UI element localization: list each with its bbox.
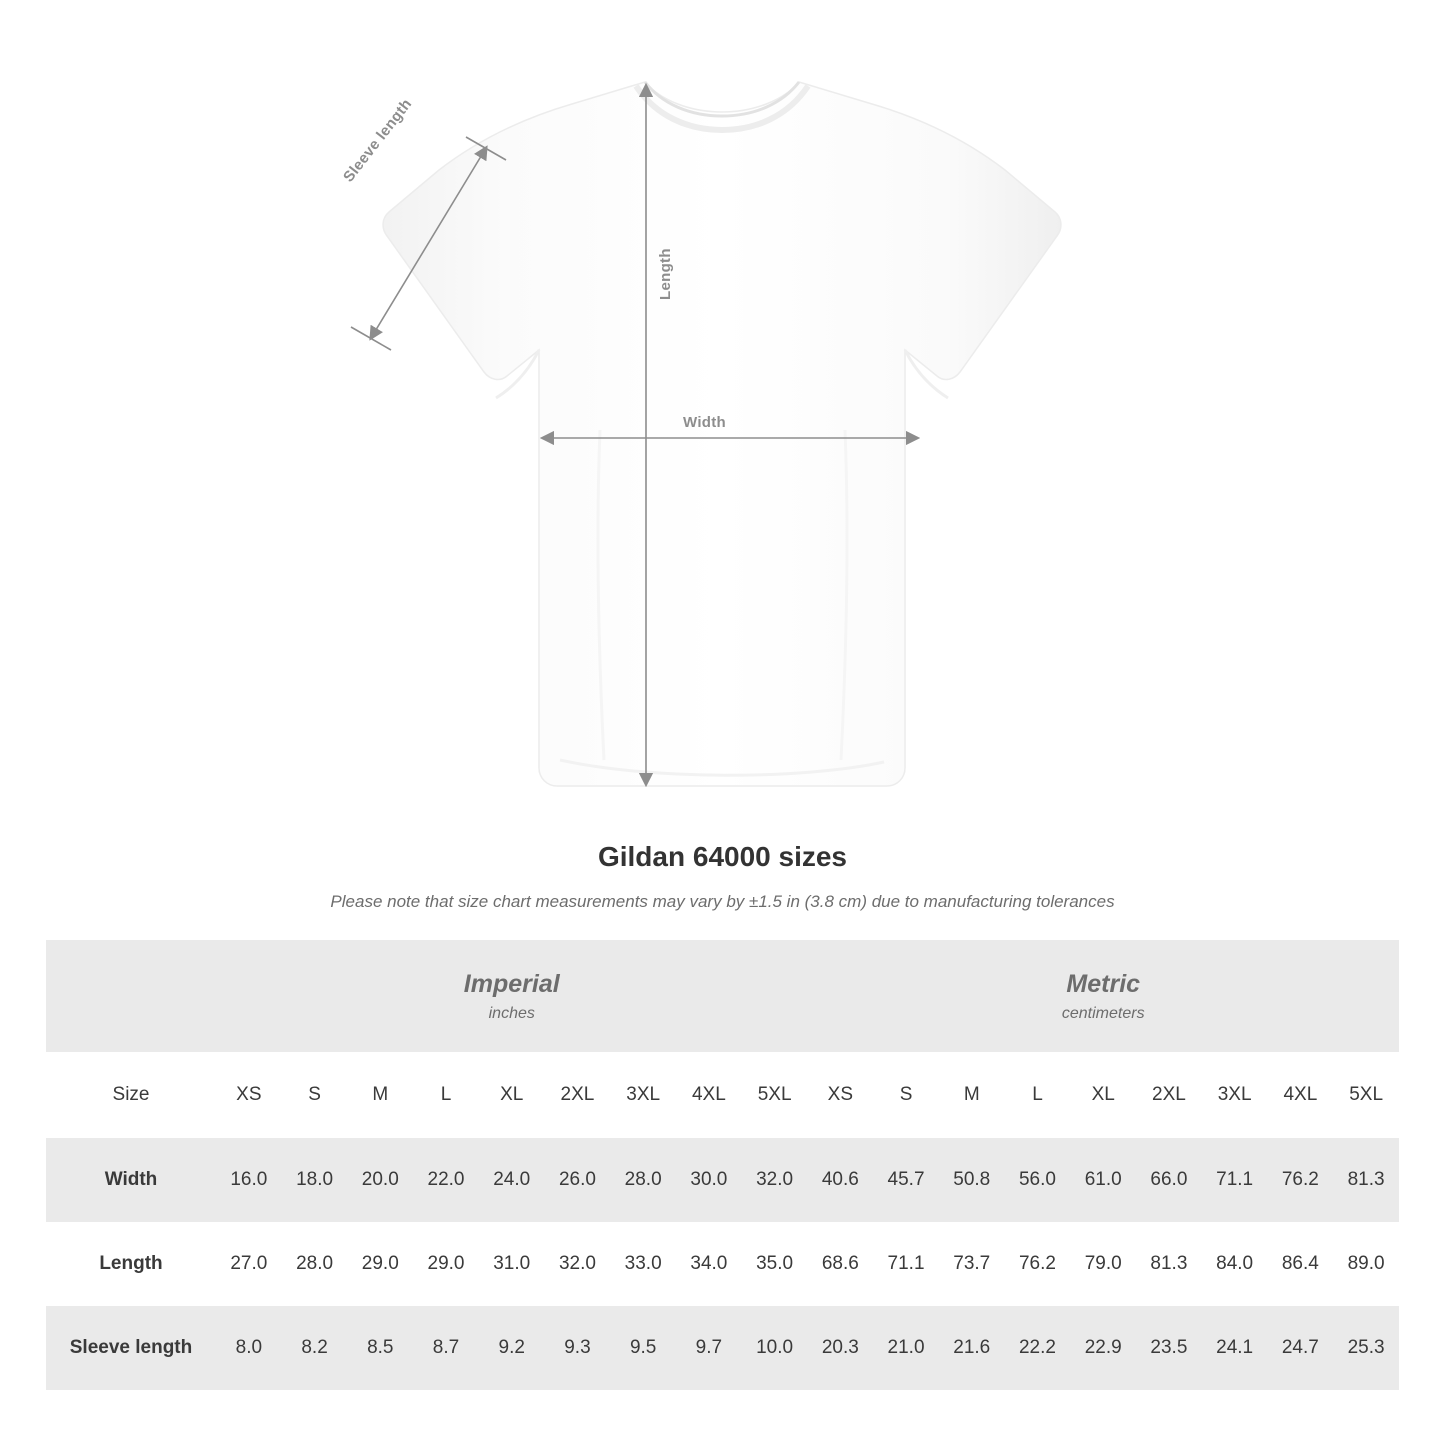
table-row — [46, 1222, 1399, 1306]
cell: 79.0 — [1070, 1222, 1136, 1306]
col-header: 5XL — [1333, 1052, 1399, 1138]
cell: 25.3 — [1333, 1306, 1399, 1390]
cell: 20.3 — [807, 1306, 873, 1390]
cell: 86.4 — [1268, 1222, 1334, 1306]
cell: 84.0 — [1202, 1222, 1268, 1306]
size-table — [46, 940, 1399, 1390]
width-label: Width — [683, 414, 727, 431]
cell: 68.6 — [807, 1222, 873, 1306]
col-header: M — [347, 1052, 413, 1138]
cell: 10.0 — [742, 1306, 808, 1390]
col-header: 2XL — [1136, 1052, 1202, 1138]
cell: 16.0 — [216, 1138, 282, 1222]
cell: 66.0 — [1136, 1138, 1202, 1222]
cell: 32.0 — [545, 1222, 611, 1306]
col-header: S — [873, 1052, 939, 1138]
length-label: Length — [657, 248, 674, 300]
col-header: 5XL — [742, 1052, 808, 1138]
cell: 56.0 — [1005, 1138, 1071, 1222]
cell: 23.5 — [1136, 1306, 1202, 1390]
col-header: XS — [216, 1052, 282, 1138]
cell: 22.0 — [413, 1138, 479, 1222]
col-header: 3XL — [610, 1052, 676, 1138]
col-header: S — [282, 1052, 348, 1138]
tolerance-note: Please note that size chart measurements may vary by ±1.5 in (3.8 cm) due to manufacturing tolerances — [330, 891, 1115, 911]
row-label-sleeve-length: Sleeve length — [46, 1306, 216, 1390]
col-header: L — [413, 1052, 479, 1138]
col-header: XL — [1070, 1052, 1136, 1138]
cell: 61.0 — [1070, 1138, 1136, 1222]
cell: 73.7 — [939, 1222, 1005, 1306]
col-header: 3XL — [1202, 1052, 1268, 1138]
cell: 27.0 — [216, 1222, 282, 1306]
title-block — [0, 840, 1445, 912]
cell: 24.7 — [1268, 1306, 1334, 1390]
unit-sub-imperial: inches — [488, 1004, 535, 1022]
cell: 76.2 — [1268, 1138, 1334, 1222]
unit-sub-metric: centimeters — [1061, 1004, 1145, 1022]
cell: 50.8 — [939, 1138, 1005, 1222]
table-row — [46, 1306, 1399, 1390]
cell: 24.1 — [1202, 1306, 1268, 1390]
unit-header-metric — [807, 940, 1399, 1052]
cell: 21.6 — [939, 1306, 1005, 1390]
column-header-row — [46, 1052, 1399, 1138]
cell: 45.7 — [873, 1138, 939, 1222]
cell: 24.0 — [479, 1138, 545, 1222]
sleeve-length-label: Sleeve length — [340, 95, 416, 186]
cell: 28.0 — [610, 1138, 676, 1222]
cell: 8.0 — [216, 1306, 282, 1390]
cell: 8.7 — [413, 1306, 479, 1390]
col-header: XL — [479, 1052, 545, 1138]
cell: 81.3 — [1136, 1222, 1202, 1306]
page-title: Gildan 64000 sizes — [597, 841, 848, 872]
col-header: XS — [807, 1052, 873, 1138]
cell: 32.0 — [742, 1138, 808, 1222]
unit-header-blank — [46, 940, 216, 1052]
unit-header-row — [46, 940, 1399, 1052]
col-header: M — [939, 1052, 1005, 1138]
table-row — [46, 1138, 1399, 1222]
cell: 9.2 — [479, 1306, 545, 1390]
cell: 34.0 — [676, 1222, 742, 1306]
cell: 29.0 — [347, 1222, 413, 1306]
col-header: 4XL — [1268, 1052, 1334, 1138]
cell: 71.1 — [873, 1222, 939, 1306]
cell: 33.0 — [610, 1222, 676, 1306]
cell: 20.0 — [347, 1138, 413, 1222]
size-table-wrap — [0, 940, 1445, 1390]
cell: 9.7 — [676, 1306, 742, 1390]
unit-name-metric: Metric — [1066, 969, 1141, 998]
row-label-length: Length — [46, 1222, 216, 1306]
cell: 31.0 — [479, 1222, 545, 1306]
cell: 35.0 — [742, 1222, 808, 1306]
cell: 9.3 — [545, 1306, 611, 1390]
cell: 22.2 — [1005, 1306, 1071, 1390]
cell: 81.3 — [1333, 1138, 1399, 1222]
cell: 9.5 — [610, 1306, 676, 1390]
unit-name-imperial: Imperial — [463, 969, 560, 998]
cell: 30.0 — [676, 1138, 742, 1222]
col-header: 4XL — [676, 1052, 742, 1138]
cell: 21.0 — [873, 1306, 939, 1390]
cell: 76.2 — [1005, 1222, 1071, 1306]
row-label-width: Width — [46, 1138, 216, 1222]
cell: 22.9 — [1070, 1306, 1136, 1390]
cell: 71.1 — [1202, 1138, 1268, 1222]
cell: 29.0 — [413, 1222, 479, 1306]
cell: 28.0 — [282, 1222, 348, 1306]
cell: 40.6 — [807, 1138, 873, 1222]
cell: 26.0 — [545, 1138, 611, 1222]
row-header-size: Size — [46, 1052, 216, 1138]
col-header: L — [1005, 1052, 1071, 1138]
cell: 89.0 — [1333, 1222, 1399, 1306]
cell: 8.2 — [282, 1306, 348, 1390]
unit-header-imperial — [216, 940, 807, 1052]
cell: 8.5 — [347, 1306, 413, 1390]
col-header: 2XL — [545, 1052, 611, 1138]
cell: 18.0 — [282, 1138, 348, 1222]
